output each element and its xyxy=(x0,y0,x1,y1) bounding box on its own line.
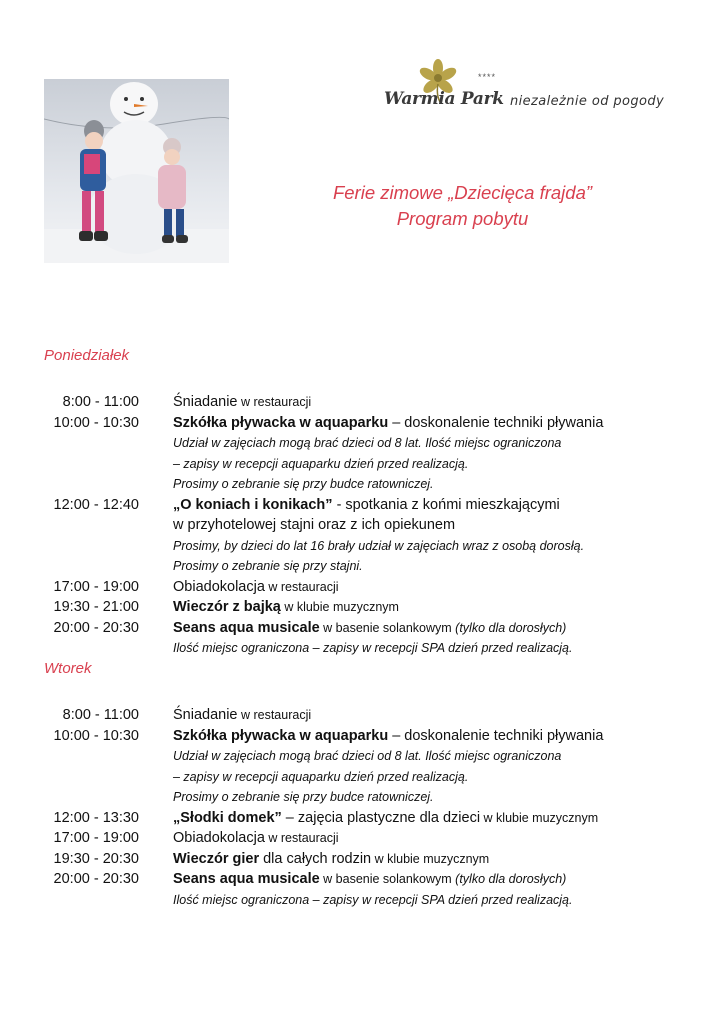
activity-location: w restauracji xyxy=(264,579,339,594)
activity-location: w klubie muzycznym xyxy=(480,810,599,825)
hotel-stars: **** xyxy=(478,72,497,82)
schedule-activity xyxy=(173,808,713,829)
activity-location: w restauracji xyxy=(264,831,339,845)
activity-name: Szkółka pływacka w aquaparku xyxy=(173,727,389,744)
activity-text: Obiadokolacja xyxy=(173,578,265,595)
activity-text: – doskonalenie techniki pływania xyxy=(388,414,604,431)
schedule-activity xyxy=(173,869,713,890)
schedule-time: 17:00 - 19:00 xyxy=(53,830,139,846)
schedule-note: Prosimy o zebranie się przy budce ratowniczej. xyxy=(173,790,434,804)
schedule-time: 10:00 - 10:30 xyxy=(53,727,139,744)
activity-name: Seans aqua musicale xyxy=(173,871,320,887)
activity-location: w klubie muzycznym xyxy=(280,600,399,614)
activity-name: Seans aqua musicale xyxy=(173,619,320,636)
activity-text: – zajęcia plastyczne dla dzieci xyxy=(281,809,481,826)
activity-text: – doskonalenie techniki pływania xyxy=(388,727,604,744)
activity-remark: (tylko dla dorosłych) xyxy=(451,620,567,635)
title-line-1: Ferie zimowe „Dziecięca frajda” xyxy=(332,182,593,203)
warmia-park-logo xyxy=(382,58,712,118)
schedule-time: 8:00 - 11:00 xyxy=(62,394,139,410)
schedule-time: 12:00 - 13:30 xyxy=(53,809,139,826)
schedule-time: 8:00 - 11:00 xyxy=(62,707,139,723)
activity-location: w restauracji xyxy=(237,395,312,409)
activity-name: Szkółka pływacka w aquaparku xyxy=(173,414,389,431)
schedule-activity xyxy=(173,828,713,849)
day-heading: Poniedziałek xyxy=(44,347,130,364)
schedule-time: 19:30 - 21:00 xyxy=(53,599,139,615)
page-title xyxy=(290,180,635,232)
schedule-activity xyxy=(173,705,713,726)
schedule-note: Prosimy o zebranie się przy budce ratowniczej. xyxy=(173,477,434,491)
schedule-activity xyxy=(173,413,713,434)
schedule-activity xyxy=(173,577,713,598)
schedule-activity xyxy=(173,495,713,516)
activity-name: „O koniach i konikach” xyxy=(173,496,333,513)
schedule-note: Ilość miejsc ograniczona – zapisy w recepcji SPA dzień przed realizacją. xyxy=(173,892,573,907)
activity-text: dla całych rodzin xyxy=(259,850,372,867)
schedule-note: – zapisy w recepcji aquaparku dzień przed realizacją. xyxy=(173,769,469,784)
schedule-time: 12:00 - 12:40 xyxy=(53,496,139,513)
schedule-time: 17:00 - 19:00 xyxy=(53,578,139,595)
activity-location: w klubie muzycznym xyxy=(371,851,490,866)
schedule-activity xyxy=(173,618,713,639)
activity-text: Śniadanie xyxy=(173,707,238,723)
brand-tagline: niezależnie od pogody xyxy=(510,94,665,109)
activity-name: Wieczór gier xyxy=(173,850,260,867)
activity-name: „Słodki domek” xyxy=(173,809,282,826)
schedule-note: Prosimy, by dzieci do lat 16 brały udział w zajęciach wraz z osobą dorosłą. xyxy=(173,538,585,553)
schedule-activity xyxy=(173,849,713,870)
activity-text: Śniadanie xyxy=(173,394,238,410)
schedule-time: 19:30 - 20:30 xyxy=(53,850,139,867)
activity-name: Wieczór z bajką xyxy=(173,599,281,615)
activity-text: Obiadokolacja xyxy=(173,830,265,846)
schedule-time: 20:00 - 20:30 xyxy=(53,619,139,636)
schedule-activity xyxy=(173,726,713,747)
schedule-activity xyxy=(173,392,713,413)
schedule-time: 20:00 - 20:30 xyxy=(53,871,139,887)
schedule-time: 10:00 - 10:30 xyxy=(53,414,139,431)
title-line-2: Program pobytu xyxy=(396,208,529,229)
activity-location: w basenie solankowym xyxy=(319,620,452,635)
schedule-note: Udział w zajęciach mogą brać dzieci od 8 lat. Ilość miejsc ograniczona xyxy=(173,436,562,450)
schedule-continuation: w przyhotelowej stajni oraz z ich opiekunem xyxy=(173,517,456,533)
snowman-photo xyxy=(44,79,229,263)
schedule-note: Ilość miejsc ograniczona – zapisy w recepcji SPA dzień przed realizacją. xyxy=(173,641,573,655)
brand-name: Warmia Park xyxy=(384,89,504,109)
schedule-activity xyxy=(173,597,713,618)
activity-location: w restauracji xyxy=(237,708,312,722)
schedule-note: Prosimy o zebranie się przy stajni. xyxy=(173,559,363,573)
activity-location: w basenie solankowym xyxy=(319,872,452,886)
day-heading: Wtorek xyxy=(44,660,92,677)
schedule-note: Udział w zajęciach mogą brać dzieci od 8 lat. Ilość miejsc ograniczona xyxy=(173,749,562,763)
activity-remark: (tylko dla dorosłych) xyxy=(451,872,567,886)
schedule-note: – zapisy w recepcji aquaparku dzień przed realizacją. xyxy=(173,456,469,471)
activity-text: - spotkania z końmi mieszkającymi xyxy=(332,496,560,513)
